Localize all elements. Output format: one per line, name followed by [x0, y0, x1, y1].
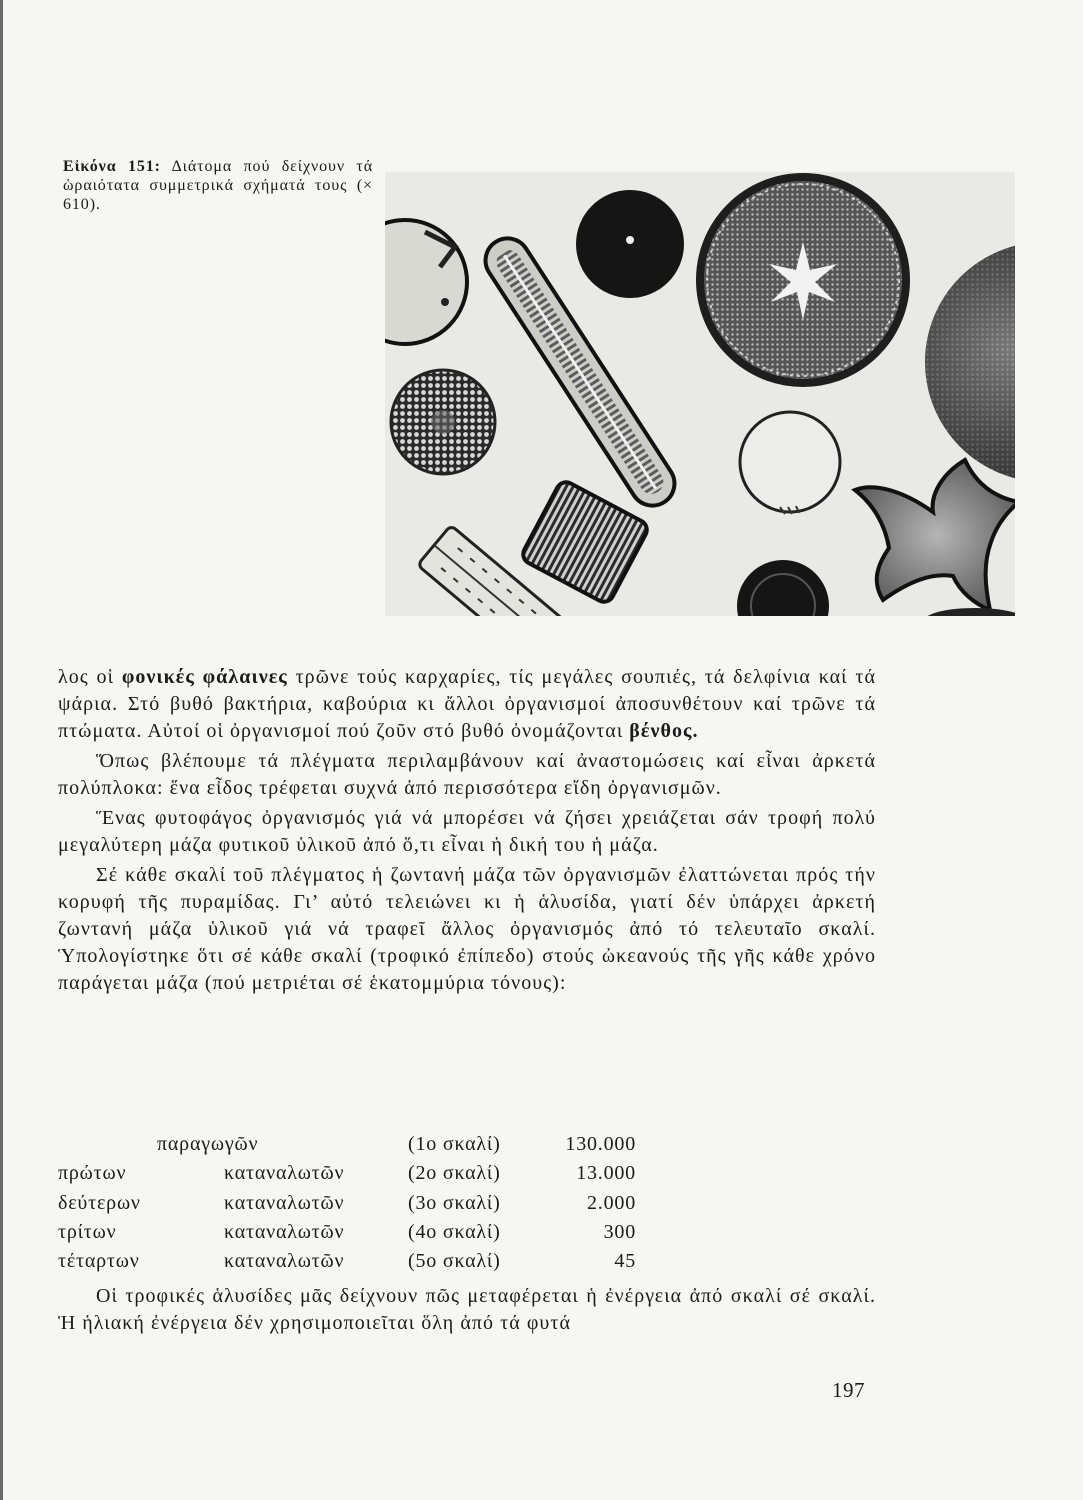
figure-caption — [63, 157, 373, 214]
trophic-step: (1ο σκαλί) — [408, 1133, 501, 1155]
figure-caption-text: Διάτομα πού δείχνουν τά ὡραιότατα συμμετρικά σχήματά τους (× 610). — [63, 158, 373, 213]
paragraph-1-part-1: λος οἱ — [58, 666, 122, 688]
diatom-clear-disc — [740, 412, 840, 512]
trophic-type: παραγωγῶν — [157, 1133, 259, 1155]
trophic-value: 2.000 — [587, 1191, 636, 1214]
trophic-value: 13.000 — [576, 1162, 636, 1185]
diatoms-photograph — [385, 172, 1015, 616]
trophic-row — [58, 1192, 678, 1221]
diatom-pale-disc — [385, 220, 467, 344]
trophic-step: (5ο σκαλί) — [408, 1250, 501, 1273]
term-benthos: βένθος. — [629, 720, 699, 742]
paragraph-1-part-2: τρῶνε τούς καρχαρίες, τίς μεγάλες σουπιές, τά δελφίνια καί τά ψάρια. Στό βυθό βακτήρια, καβούρια κι ἄλλοι ὀργανισμοί ἀποσυνθέτουν καί τρῶνε τά πτώματα. Αὐτοί οἱ ὀργανισμοί πού ζοῦν στό βυθό ὀνομάζονται — [58, 666, 876, 742]
trophic-row — [58, 1221, 678, 1250]
trophic-row — [58, 1250, 678, 1279]
trophic-order: δεύτερων — [58, 1191, 141, 1214]
trophic-value: 130.000 — [565, 1133, 636, 1155]
page-number: 197 — [832, 1378, 865, 1402]
paragraph-5: Οἱ τροφικές ἁλυσίδες μᾶς δείχνουν πῶς μεταφέρεται ἡ ἐνέργεια ἀπό σκαλί σέ σκαλί. Ἡ ἡλιακή ἐνέργεια δέν χρησιμοποιεῖται ὅλη ἀπό τά φυτά — [58, 1285, 876, 1334]
body-text — [58, 664, 876, 1000]
trophic-mass-table — [58, 1133, 678, 1279]
paragraph-1 — [58, 664, 876, 745]
diatom-star-shaped — [855, 460, 1015, 610]
paragraph-3: Ἕνας φυτοφάγος ὀργανισμός γιά νά μπορέσει νά ζήσει χρειάζεται σάν τροφή πολύ μεγαλύτερη μάζα φυτικοῦ ὑλικοῦ ἀπό ὅ,τι εἶναι ἡ δική του ἡ μάζα. — [58, 807, 876, 856]
scan-edge — [0, 0, 3, 1500]
trophic-type: καταναλωτῶν — [224, 1220, 345, 1243]
trophic-step: (4ο σκαλί) — [408, 1220, 501, 1243]
figure-label: Εἰκόνα 151: — [63, 158, 161, 175]
paragraph-2: Ὅπως βλέπουμε τά πλέγματα περιλαμβάνουν καί ἀναστομώσεις καί εἶναι ἀρκετά πολύπλοκα: ἕνα εἶδος τρέφεται συχνά ἀπό περισσότερα εἴδη ὀργανισμῶν. — [58, 750, 876, 799]
trophic-type: καταναλωτῶν — [224, 1250, 345, 1273]
trophic-row — [58, 1162, 678, 1191]
trophic-value: 300 — [603, 1220, 636, 1243]
trophic-order: τρίτων — [58, 1220, 117, 1243]
trophic-value: 45 — [614, 1250, 636, 1273]
paragraph-4: Σέ κάθε σκαλί τοῦ πλέγματος ἡ ζωντανή μάζα τῶν ὀργανισμῶν ἐλαττώνεται πρός τήν κορυφή τῆς πυραμίδας. Γι’ αὐτό τελειώνει κι ἡ ἁλυσίδα, γιατί δέν ὑπάρχει ἀρκετή ζωντανή μάζα ὑλικοῦ γιά νά τραφεῖ ἄλλος ὀργανισμός ἀπό τό τελευταῖο σκαλί. Ὑπολογίστηκε ὅτι σέ κάθε σκαλί (τροφικό ἐπίπεδο) στούς ὠκεανούς τῆς γῆς κάθε χρόνο παράγεται μάζα (πού μετριέται σέ ἑκατομμύρια τόνους): — [58, 864, 876, 994]
trophic-type: καταναλωτῶν — [224, 1162, 345, 1185]
term-killer-whales: φονικές φάλαινες — [121, 666, 288, 688]
trophic-order: τέταρτων — [58, 1250, 140, 1273]
trophic-step: (2ο σκαλί) — [408, 1162, 501, 1185]
diatoms-illustration — [385, 172, 1015, 616]
trophic-type: καταναλωτῶν — [224, 1191, 345, 1214]
trophic-order: πρώτων — [58, 1162, 127, 1185]
trophic-step: (3ο σκαλί) — [408, 1191, 501, 1214]
trophic-row — [58, 1133, 678, 1162]
diatom-striped-frustule — [520, 479, 651, 605]
